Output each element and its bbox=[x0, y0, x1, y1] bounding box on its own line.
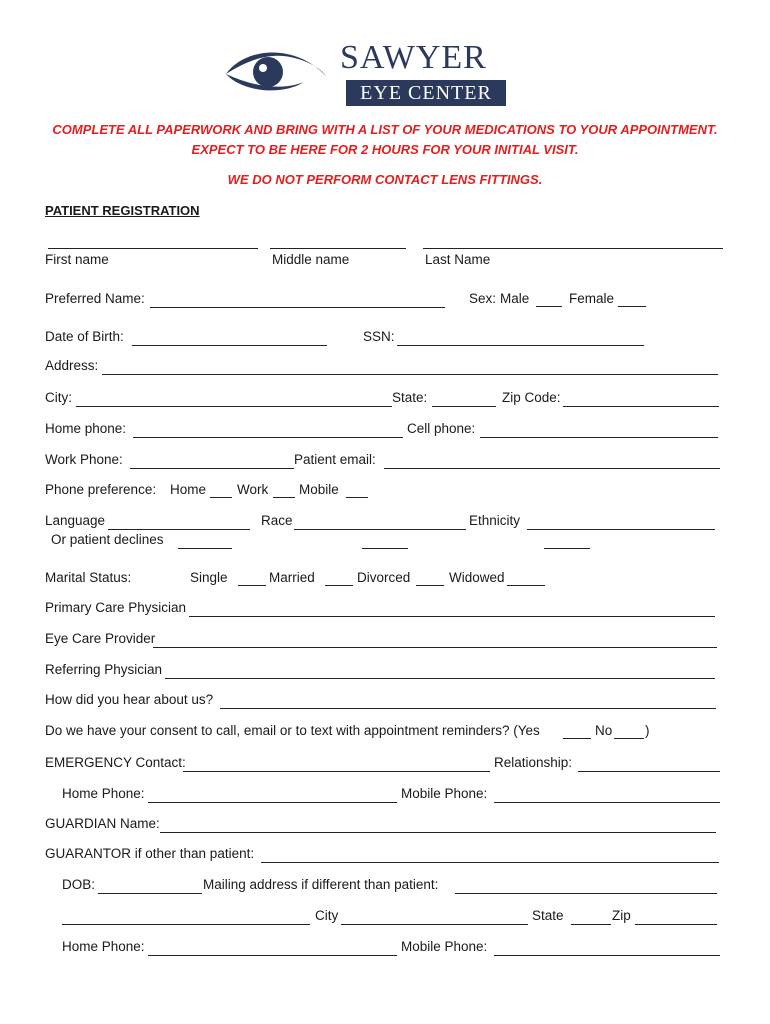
g-home-phone-input[interactable] bbox=[148, 938, 397, 956]
sex-label: Sex: bbox=[469, 291, 497, 306]
middle-name-input[interactable] bbox=[270, 231, 406, 249]
patient-declines-label: Or patient declines bbox=[51, 532, 164, 547]
patient-email-label: Patient email: bbox=[294, 452, 376, 467]
race-label: Race bbox=[261, 513, 293, 528]
male-checkbox-line[interactable] bbox=[536, 293, 562, 307]
ssn-label: SSN: bbox=[363, 329, 395, 344]
zip-code-label: Zip Code: bbox=[502, 390, 561, 405]
race-declines-line[interactable] bbox=[362, 535, 408, 549]
g-zip-label: Zip bbox=[612, 908, 631, 923]
divorced-label: Divorced bbox=[357, 570, 411, 585]
ethnicity-declines-line[interactable] bbox=[544, 535, 590, 549]
eye-logo-icon bbox=[222, 42, 332, 102]
dob-input[interactable] bbox=[132, 328, 327, 346]
section-title: PATIENT REGISTRATION bbox=[45, 203, 200, 218]
preferred-name-label: Preferred Name: bbox=[45, 291, 145, 306]
preferred-name-input[interactable] bbox=[150, 290, 445, 308]
primary-care-label: Primary Care Physician bbox=[45, 600, 187, 615]
eye-care-label: Eye Care Provider bbox=[45, 631, 156, 646]
mailing-label: Mailing address if different than patient: bbox=[203, 877, 439, 892]
g-dob-input[interactable] bbox=[98, 876, 202, 894]
city-label: City: bbox=[45, 390, 72, 405]
ssn-input[interactable] bbox=[397, 328, 644, 346]
g-mobile-phone-label: Mobile Phone: bbox=[401, 939, 488, 954]
hear-about-label: How did you hear about us? bbox=[45, 692, 214, 707]
eye-care-input[interactable] bbox=[153, 630, 717, 648]
notice-line-1: COMPLETE ALL PAPERWORK AND BRING WITH A LIST OF YOUR MEDICATIONS TO YOUR APPOINTMENT. bbox=[52, 122, 718, 137]
pref-work-label: Work bbox=[237, 482, 269, 497]
city-input[interactable] bbox=[76, 389, 392, 407]
consent-label: Do we have your consent to call, email or to text with appointment reminders? (Yes bbox=[45, 723, 540, 738]
g-city-label: City bbox=[315, 908, 339, 923]
pref-home-label: Home bbox=[170, 482, 207, 497]
race-input[interactable] bbox=[294, 512, 466, 530]
g-mobile-phone-input[interactable] bbox=[494, 938, 720, 956]
relationship-input[interactable] bbox=[578, 754, 720, 772]
state-input[interactable] bbox=[432, 389, 496, 407]
consent-no-label: No bbox=[595, 723, 613, 738]
marital-status-label: Marital Status: bbox=[45, 570, 132, 585]
home-phone-label: Home phone: bbox=[45, 421, 127, 436]
married-label: Married bbox=[269, 570, 315, 585]
married-line[interactable] bbox=[325, 572, 353, 586]
g-dob-label: DOB: bbox=[62, 877, 96, 892]
language-label: Language bbox=[45, 513, 106, 528]
phone-preference-label: Phone preference: bbox=[45, 482, 157, 497]
pref-mobile-line[interactable] bbox=[346, 484, 368, 498]
zip-code-input[interactable] bbox=[563, 389, 719, 407]
language-declines-line[interactable] bbox=[178, 535, 232, 549]
middle-name-label: Middle name bbox=[272, 252, 350, 267]
patient-email-input[interactable] bbox=[384, 451, 720, 469]
em-mobile-phone-input[interactable] bbox=[494, 785, 720, 803]
last-name-label: Last Name bbox=[425, 252, 491, 267]
em-mobile-phone-label: Mobile Phone: bbox=[401, 786, 488, 801]
widowed-line[interactable] bbox=[507, 572, 545, 586]
first-name-input[interactable] bbox=[48, 231, 258, 249]
consent-no-line[interactable] bbox=[614, 725, 644, 739]
g-street-input[interactable] bbox=[62, 907, 310, 925]
em-home-phone-input[interactable] bbox=[148, 785, 397, 803]
emergency-input[interactable] bbox=[183, 754, 490, 772]
single-line[interactable] bbox=[238, 572, 266, 586]
guardian-input[interactable] bbox=[160, 815, 716, 833]
referring-input[interactable] bbox=[165, 661, 715, 679]
pref-work-line[interactable] bbox=[273, 484, 295, 498]
guardian-label: GUARDIAN Name: bbox=[45, 816, 160, 831]
pref-mobile-label: Mobile bbox=[299, 482, 339, 497]
brand-subtitle: EYE CENTER bbox=[360, 82, 492, 104]
cell-phone-label: Cell phone: bbox=[407, 421, 476, 436]
hear-about-input[interactable] bbox=[220, 691, 716, 709]
logo bbox=[222, 38, 512, 110]
female-checkbox-line[interactable] bbox=[618, 293, 646, 307]
em-home-phone-label: Home Phone: bbox=[62, 786, 145, 801]
ethnicity-label: Ethnicity bbox=[469, 513, 521, 528]
notice-line-3: WE DO NOT PERFORM CONTACT LENS FITTINGS. bbox=[227, 172, 543, 187]
consent-yes-line[interactable] bbox=[563, 725, 591, 739]
last-name-input[interactable] bbox=[423, 231, 723, 249]
female-label: Female bbox=[569, 291, 615, 306]
work-phone-label: Work Phone: bbox=[45, 452, 123, 467]
ethnicity-input[interactable] bbox=[527, 512, 715, 530]
state-label: State: bbox=[392, 390, 428, 405]
g-home-phone-label: Home Phone: bbox=[62, 939, 145, 954]
mailing-input[interactable] bbox=[455, 876, 717, 894]
guarantor-label: GUARANTOR if other than patient: bbox=[45, 846, 255, 861]
referring-label: Referring Physician bbox=[45, 662, 163, 677]
emergency-label: EMERGENCY Contact: bbox=[45, 755, 186, 770]
address-label: Address: bbox=[45, 358, 99, 373]
male-label: Male bbox=[500, 291, 530, 306]
pref-home-line[interactable] bbox=[210, 484, 232, 498]
language-input[interactable] bbox=[108, 512, 250, 530]
address-input[interactable] bbox=[102, 357, 718, 375]
dob-label: Date of Birth: bbox=[45, 329, 124, 344]
first-name-label: First name bbox=[45, 252, 109, 267]
brand-subtitle-box bbox=[346, 80, 506, 106]
work-phone-input[interactable] bbox=[130, 451, 294, 469]
notice-line-2: EXPECT TO BE HERE FOR 2 HOURS FOR YOUR INITIAL VISIT. bbox=[191, 142, 579, 157]
cell-phone-input[interactable] bbox=[480, 420, 718, 438]
divorced-line[interactable] bbox=[416, 572, 444, 586]
single-label: Single bbox=[190, 570, 228, 585]
g-state-input[interactable] bbox=[571, 907, 611, 925]
relationship-label: Relationship: bbox=[494, 755, 573, 770]
primary-care-input[interactable] bbox=[189, 599, 715, 617]
widowed-label: Widowed bbox=[449, 570, 505, 585]
guarantor-input[interactable] bbox=[261, 845, 719, 863]
g-city-input[interactable] bbox=[341, 907, 528, 925]
g-zip-input[interactable] bbox=[635, 907, 717, 925]
home-phone-input[interactable] bbox=[133, 420, 403, 438]
brand-name: SAWYER bbox=[340, 39, 487, 76]
g-state-label: State bbox=[532, 908, 564, 923]
consent-close: ) bbox=[645, 723, 650, 738]
